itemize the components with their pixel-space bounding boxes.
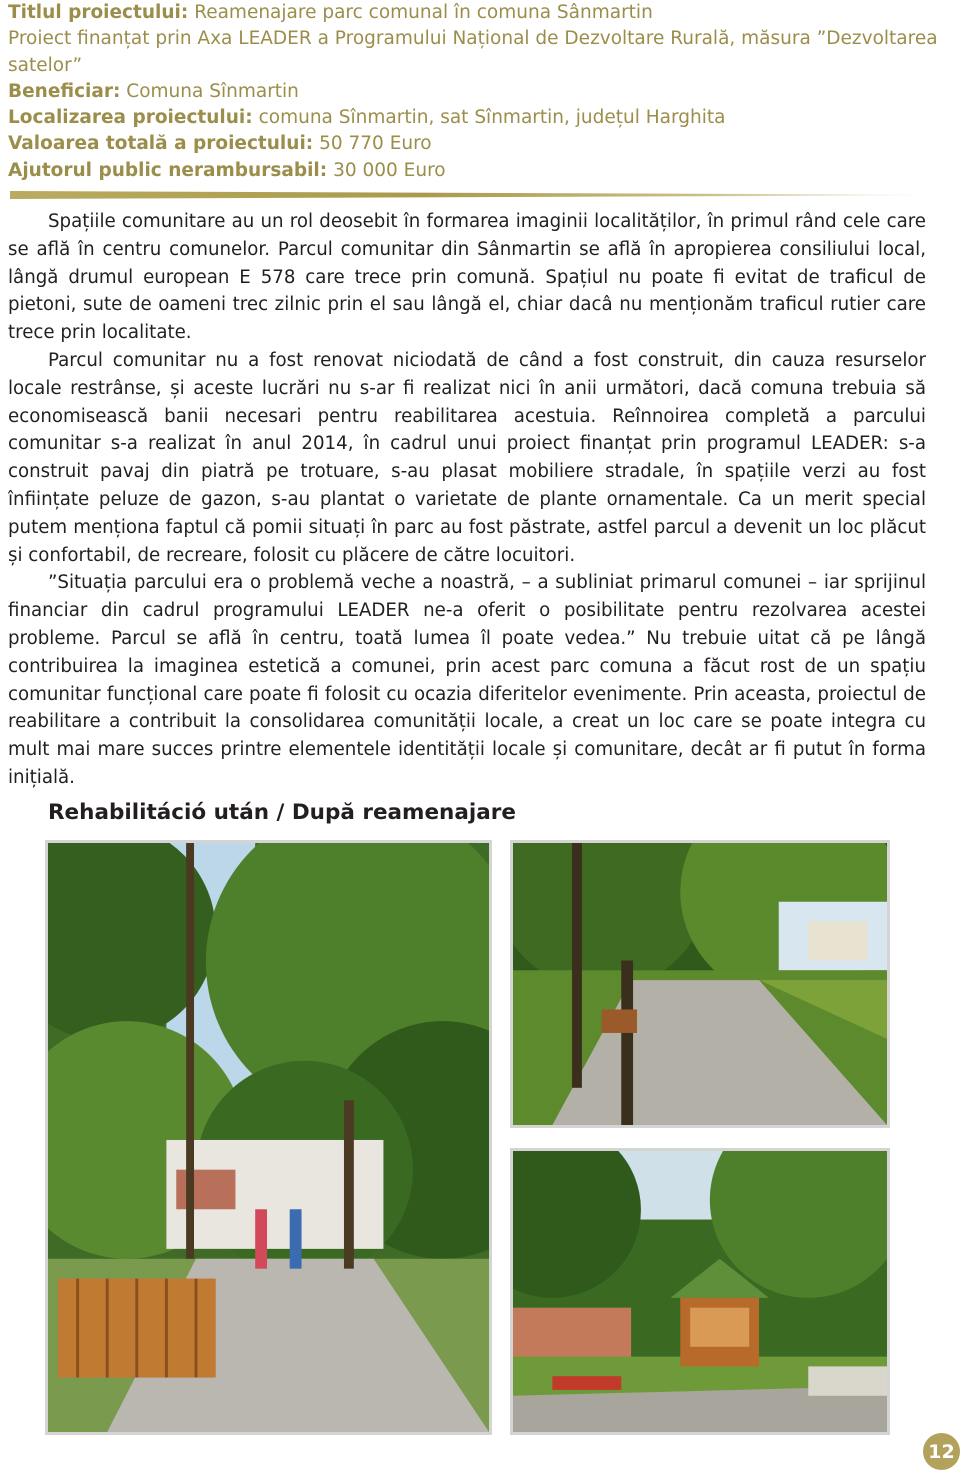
paragraph-2: Parcul comunitar nu a fost renovat niciodată de când a fost construit, din cauza resurselor locale restrânse, și aceste lucrări nu s-ar fi realizat nici în anii următori, dacă comuna trebuia să economisească banii necesari pentru reabilitarea acestuia. Reînnoirea completă a parcului comunitar s-a realizat în anul 2014, în cadrul unui proiect finanțat prin programul LEADER: s-a construit pavaj din piatră pe trotuare, s-au plasat mobiliere stradale, în spațiile verzi au fost înființate peluze de gazon, s-au plantat o varietate de plante ornamentale. Ca un merit special putem menționa faptul că pomii situați în parc au fost păstrate, astfel parcul a devenit un loc plăcut și confortabil, de recreare, folosit cu plăcere de către locuitori. [8, 349, 926, 566]
project-title-row [8, 0, 948, 26]
public-aid-label: Ajutorul public nerambursabil: [8, 159, 328, 181]
beneficiary-value: Comuna Sînmartin [126, 80, 299, 102]
total-value-label: Valoarea totală a proiectului: [8, 133, 314, 155]
beneficiary-label: Beneficiar: [8, 80, 121, 102]
project-funding-text: Proiect finanțat prin Axa LEADER a Programului Național de Dezvoltare Rurală, măsura ”Dezvoltarea satelor” [8, 28, 938, 76]
total-value: 50 770 Euro [319, 133, 432, 155]
public-aid-value: 30 000 Euro [333, 159, 446, 181]
park-photo-gazebo [510, 1148, 890, 1435]
photo-caption: Rehabilitáció után / După reamenajare [48, 800, 516, 825]
park-photo-trees-fence [45, 840, 492, 1435]
project-title-label: Titlul proiectului: [8, 2, 189, 23]
beneficiary-row [8, 79, 948, 105]
project-info-header [8, 0, 948, 184]
paragraph-1: Spațiile comunitare au un rol deosebit în formarea imaginii localităților, în primul rând cele care se află în centru comunelor. Parcul comunitar din Sânmartin se află în apropierea consiliului local, lângă drumul european E 578 care trece prin comună. Spațiul nu poate fi evitat de traficul de pietoni, sute de oameni trec zilnic prin el sau lângă el, chiar dacâ nu menționăm traficul rutier care trece prin localitate. [8, 211, 926, 344]
location-value: comuna Sînmartin, sat Sînmartin, județul Harghita [258, 107, 726, 129]
total-value-row [8, 131, 948, 157]
park-photo-stone-path [510, 840, 890, 1128]
header-divider [10, 191, 928, 199]
paragraph-3: ”Situația parcului era o problemă veche a noastră, – a subliniat primarul comunei – iar sprijinul financiar din cadrul programului LEADER ne-a oferit o posibilitate pentru rezolvarea acestei probleme. Parcul se află în centru, toată lumea îl poate vedea.” Nu trebuie uitat că pe lângă contribuirea la imaginea estetică a comunei, prin acest parc comuna a făcut rost de un spațiu comunitar funcțional care poate fi folosit cu ocazia diferitelor evenimente. Prin aceasta, proiectul de reabilitare a contribuit la consolidarea comunității locale, a creat un loc care se poate integra cu mult mai mare succes printre elementele identității locale și comunitare, decât ar fi putut în forma inițială. [8, 572, 926, 788]
public-aid-row [8, 158, 948, 184]
page-number-badge: 12 [923, 1433, 960, 1470]
project-title-value: Reamenajare parc comunal în comuna Sânmartin [194, 2, 653, 23]
location-row [8, 105, 948, 131]
location-label: Localizarea proiectului: [8, 107, 253, 129]
article-body [8, 208, 926, 792]
